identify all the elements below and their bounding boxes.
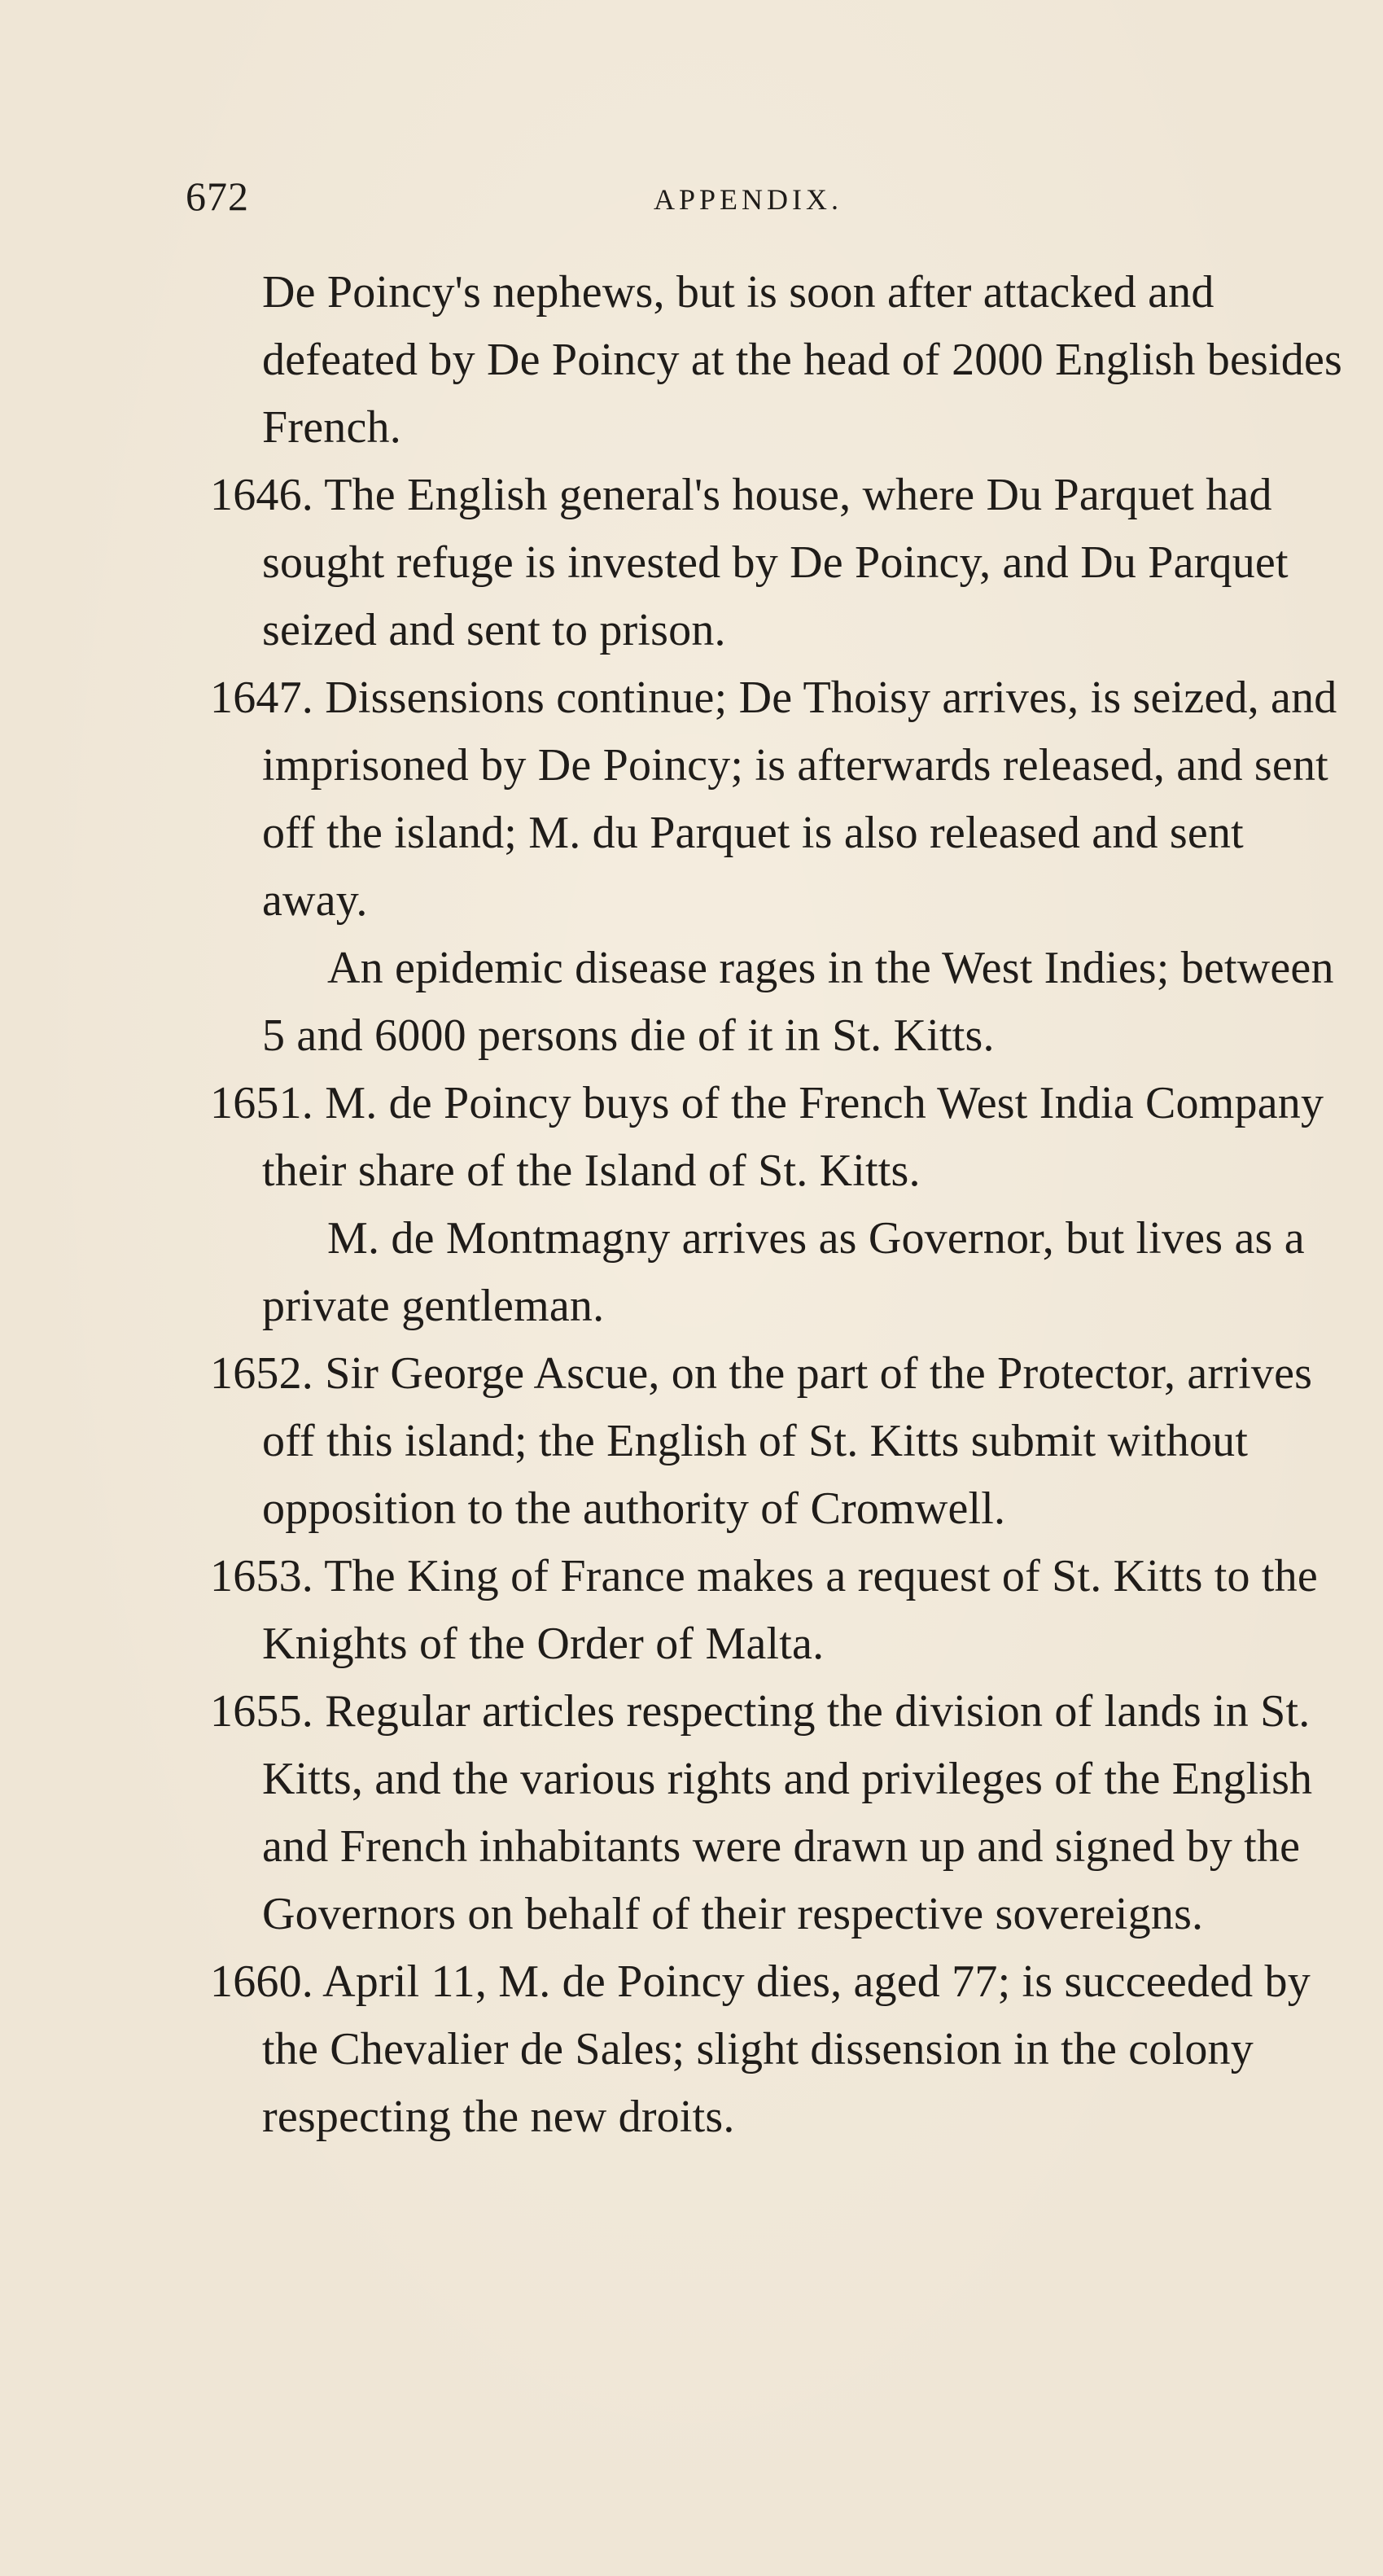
entry-text: Dissensions continue; De Thoisy arrives, is seized, and imprisoned by De Poincy; is afterwards released, and sent off the island; M. du Parquet is also released and sent away. (262, 672, 1337, 926)
chronology-entry (210, 259, 1350, 462)
entry-year: 1655. (210, 1686, 313, 1737)
entry-year: 1660. (210, 1956, 313, 2007)
entry-year: 1652. (210, 1348, 313, 1399)
running-title: APPENDIX. (654, 183, 843, 216)
chronology-entry (210, 1948, 1350, 2151)
entry-year: 1653. (210, 1551, 313, 1601)
entry-year: 1647. (210, 672, 313, 723)
entry-text: M. de Poincy buys of the French West India Company their share of the Island of St. Kitts. (262, 1078, 1324, 1196)
chronology-entry (210, 462, 1350, 664)
entry-text: The King of France makes a request of St. Kitts to the Knights of the Order of Malta. (262, 1551, 1318, 1669)
chronology-entry (210, 1678, 1350, 1948)
entry-text: Regular articles respecting the division of lands in St. Kitts, and the various rights and privileges of the English and French inhabitants were drawn up and signed by the Governors on behalf of their respective sovereigns. (262, 1686, 1313, 1939)
chronology-text (210, 259, 1350, 2151)
entry-text: M. de Montmagny arrives as Governor, but lives as a private gentleman. (262, 1213, 1305, 1331)
entry-text: Sir George Ascue, on the part of the Protector, arrives off this island; the English of St. Kitts submit without opposition to the authority of Cromwell. (262, 1348, 1313, 1534)
entry-year: 1651. (210, 1078, 313, 1128)
chronology-entry (210, 1205, 1350, 1340)
chronology-entry (210, 664, 1350, 935)
page-number: 672 (186, 173, 249, 219)
entry-text: The English general's house, where Du Parquet had sought refuge is invested by De Poincy, and Du Parquet seized and sent to prison. (262, 470, 1289, 655)
chronology-entry (210, 935, 1350, 1070)
entry-text: An epidemic disease rages in the West Indies; between 5 and 6000 persons die of it in St. Kitts. (262, 943, 1334, 1061)
entry-text: April 11, M. de Poincy dies, aged 77; is succeeded by the Chevalier de Sales; slight dissension in the colony respecting the new droits. (262, 1956, 1311, 2142)
page-header (186, 173, 1228, 221)
chronology-entry (210, 1340, 1350, 1543)
chronology-entry (210, 1070, 1350, 1205)
entry-text: De Poincy's nephews, but is soon after attacked and defeated by De Poincy at the head of 2000 English besides French. (262, 267, 1343, 453)
chronology-entry (210, 1543, 1350, 1678)
entry-year: 1646. (210, 470, 313, 520)
